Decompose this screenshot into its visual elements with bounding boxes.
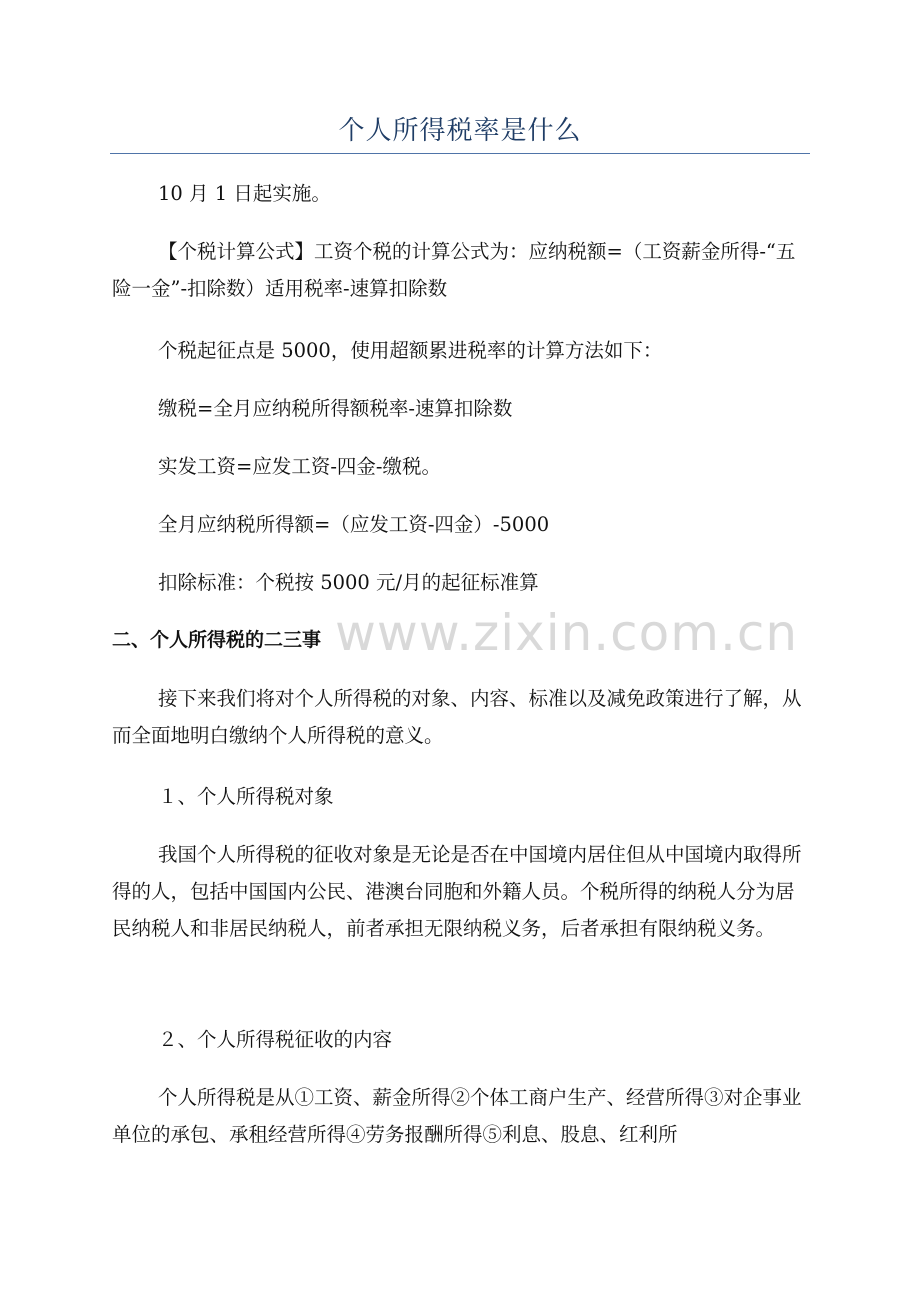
paragraph-tax-object: 我国个人所得税的征收对象是无论是否在中国境内居住但从中国境内取得所得的人，包括中国国内公民、港澳台同胞和外籍人员。个税所得的纳税人分为居民纳税人和非居民纳税人，前者承担无限纳税义务，后者承担有限纳税义务。 xyxy=(112,843,802,940)
paragraph-tax-payment: 缴税=全月应纳税所得额税率-速算扣除数 xyxy=(158,397,513,420)
paragraph-intro: 接下来我们将对个人所得税的对象、内容、标准以及减免政策进行了解，从而全面地明白缴纳个人所得税的意义。 xyxy=(112,687,802,747)
paragraph-effective-date: 10 月 1 日起实施。 xyxy=(158,182,331,205)
paragraph-tax-content: 个人所得税是从①工资、薪金所得②个体工商户生产、经营所得③对企事业单位的承包、承租经营所得④劳务报酬所得⑤利息、股息、红利所 xyxy=(112,1086,802,1146)
paragraph-threshold: 个税起征点是 5000，使用超额累进税率的计算方法如下： xyxy=(158,339,663,362)
paragraph-deduction-standard: 扣除标准：个税按 5000 元/月的起征标准算 xyxy=(158,571,539,594)
section-heading-two: 二、个人所得税的二三事 xyxy=(112,629,322,651)
paragraph-tax-formula: 【个税计算公式】工资个税的计算公式为：应纳税额=（工资薪金所得-“五险一金”-扣除数）适用税率-速算扣除数 xyxy=(112,240,796,300)
paragraph-taxable-income: 全月应纳税所得额=（应发工资-四金）-5000 xyxy=(158,513,550,536)
document-title: 个人所得税率是什么 xyxy=(338,116,582,146)
title-underline xyxy=(110,153,810,154)
subheading-tax-object: １、个人所得税对象 xyxy=(158,785,334,808)
subheading-tax-content: ２、个人所得税征收的内容 xyxy=(158,1028,393,1051)
paragraph-net-salary: 实发工资=应发工资-四金-缴税。 xyxy=(158,455,442,478)
watermark: www.zixin.com.cn xyxy=(335,604,799,662)
